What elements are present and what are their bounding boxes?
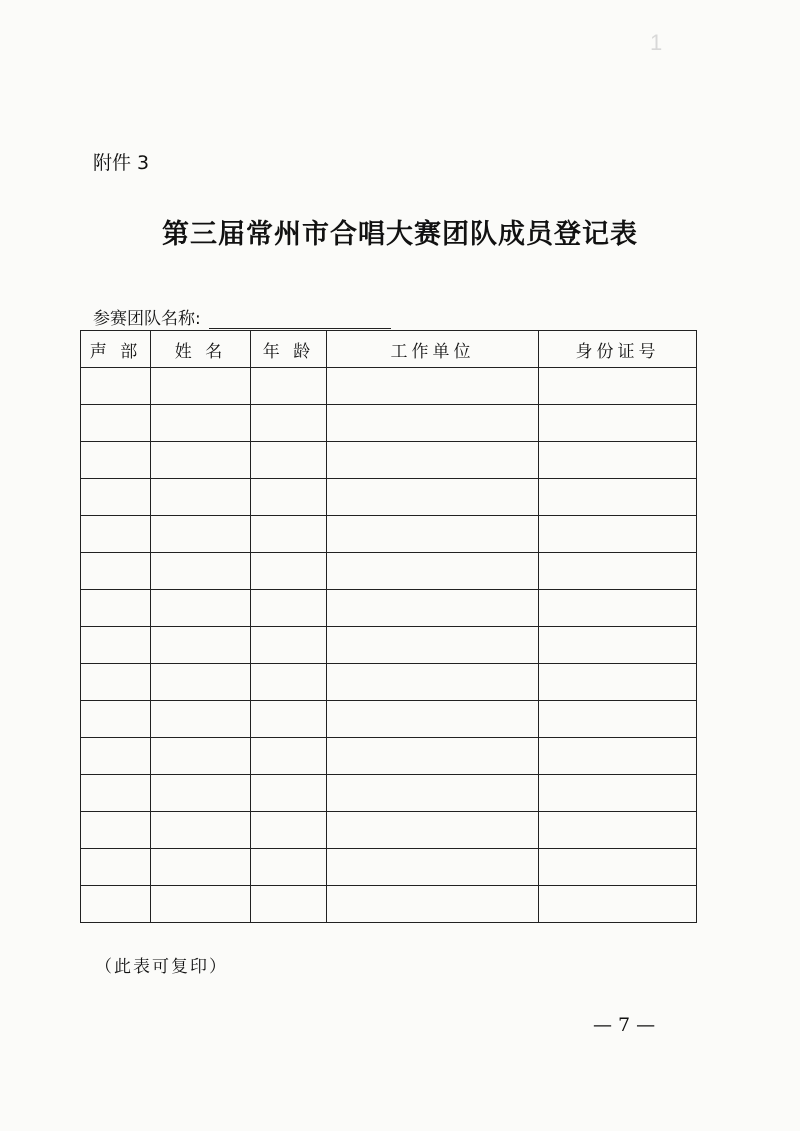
cell-work-unit[interactable] (327, 886, 539, 923)
header-work-unit: 工作单位 (327, 331, 539, 368)
table-body (81, 368, 697, 923)
cell-voice-part[interactable] (81, 553, 151, 590)
header-id-number: 身份证号 (539, 331, 697, 368)
cell-voice-part[interactable] (81, 775, 151, 812)
header-voice-part: 声 部 (81, 331, 151, 368)
table-row (81, 775, 697, 812)
team-name-row (93, 304, 391, 329)
cell-age[interactable] (251, 516, 327, 553)
cell-work-unit[interactable] (327, 553, 539, 590)
page-number: — 7 — (593, 1014, 656, 1036)
table-row (81, 812, 697, 849)
cell-work-unit[interactable] (327, 479, 539, 516)
cell-name[interactable] (151, 479, 251, 516)
cell-work-unit[interactable] (327, 368, 539, 405)
table-row (81, 664, 697, 701)
table-row (81, 701, 697, 738)
cell-voice-part[interactable] (81, 886, 151, 923)
table-row (81, 738, 697, 775)
cell-age[interactable] (251, 479, 327, 516)
cell-name[interactable] (151, 701, 251, 738)
cell-id-number[interactable] (539, 849, 697, 886)
attachment-label: 附件 3 (93, 152, 150, 174)
cell-id-number[interactable] (539, 812, 697, 849)
cell-name[interactable] (151, 553, 251, 590)
cell-name[interactable] (151, 849, 251, 886)
registration-table (80, 330, 697, 923)
cell-name[interactable] (151, 664, 251, 701)
table-row (81, 479, 697, 516)
cell-id-number[interactable] (539, 590, 697, 627)
cell-age[interactable] (251, 886, 327, 923)
table-row (81, 627, 697, 664)
table-header-row (81, 331, 697, 368)
table-row (81, 442, 697, 479)
table-row (81, 368, 697, 405)
cell-id-number[interactable] (539, 701, 697, 738)
corner-page-mark: 1 (650, 30, 663, 55)
cell-name[interactable] (151, 775, 251, 812)
cell-age[interactable] (251, 627, 327, 664)
cell-voice-part[interactable] (81, 368, 151, 405)
cell-name[interactable] (151, 812, 251, 849)
cell-work-unit[interactable] (327, 849, 539, 886)
cell-id-number[interactable] (539, 368, 697, 405)
cell-voice-part[interactable] (81, 590, 151, 627)
cell-id-number[interactable] (539, 553, 697, 590)
cell-work-unit[interactable] (327, 590, 539, 627)
header-age: 年 龄 (251, 331, 327, 368)
cell-age[interactable] (251, 405, 327, 442)
cell-work-unit[interactable] (327, 627, 539, 664)
cell-age[interactable] (251, 812, 327, 849)
cell-name[interactable] (151, 590, 251, 627)
cell-work-unit[interactable] (327, 738, 539, 775)
cell-age[interactable] (251, 701, 327, 738)
cell-voice-part[interactable] (81, 442, 151, 479)
cell-id-number[interactable] (539, 516, 697, 553)
team-name-blank[interactable] (209, 308, 391, 329)
cell-id-number[interactable] (539, 664, 697, 701)
cell-id-number[interactable] (539, 775, 697, 812)
cell-id-number[interactable] (539, 886, 697, 923)
cell-work-unit[interactable] (327, 442, 539, 479)
cell-voice-part[interactable] (81, 701, 151, 738)
cell-age[interactable] (251, 738, 327, 775)
cell-voice-part[interactable] (81, 479, 151, 516)
header-name: 姓 名 (151, 331, 251, 368)
cell-age[interactable] (251, 590, 327, 627)
cell-work-unit[interactable] (327, 405, 539, 442)
cell-voice-part[interactable] (81, 405, 151, 442)
cell-id-number[interactable] (539, 442, 697, 479)
cell-id-number[interactable] (539, 738, 697, 775)
cell-voice-part[interactable] (81, 738, 151, 775)
cell-voice-part[interactable] (81, 849, 151, 886)
cell-voice-part[interactable] (81, 812, 151, 849)
table-row (81, 849, 697, 886)
cell-work-unit[interactable] (327, 812, 539, 849)
cell-id-number[interactable] (539, 479, 697, 516)
cell-name[interactable] (151, 738, 251, 775)
cell-age[interactable] (251, 368, 327, 405)
cell-name[interactable] (151, 442, 251, 479)
cell-name[interactable] (151, 368, 251, 405)
table-row (81, 405, 697, 442)
form-title: 第三届常州市合唱大赛团队成员登记表 (162, 219, 638, 250)
cell-age[interactable] (251, 664, 327, 701)
cell-id-number[interactable] (539, 627, 697, 664)
cell-age[interactable] (251, 442, 327, 479)
cell-voice-part[interactable] (81, 516, 151, 553)
cell-age[interactable] (251, 775, 327, 812)
table-row (81, 553, 697, 590)
cell-name[interactable] (151, 405, 251, 442)
table-row (81, 886, 697, 923)
cell-name[interactable] (151, 516, 251, 553)
cell-work-unit[interactable] (327, 775, 539, 812)
copy-note: （此表可复印） (95, 957, 228, 977)
cell-name[interactable] (151, 886, 251, 923)
cell-work-unit[interactable] (327, 664, 539, 701)
cell-voice-part[interactable] (81, 627, 151, 664)
table-row (81, 590, 697, 627)
cell-name[interactable] (151, 627, 251, 664)
table-row (81, 516, 697, 553)
team-name-label: 参赛团队名称: (93, 309, 201, 329)
cell-age[interactable] (251, 849, 327, 886)
cell-work-unit[interactable] (327, 516, 539, 553)
cell-age[interactable] (251, 553, 327, 590)
cell-voice-part[interactable] (81, 664, 151, 701)
cell-work-unit[interactable] (327, 701, 539, 738)
cell-id-number[interactable] (539, 405, 697, 442)
